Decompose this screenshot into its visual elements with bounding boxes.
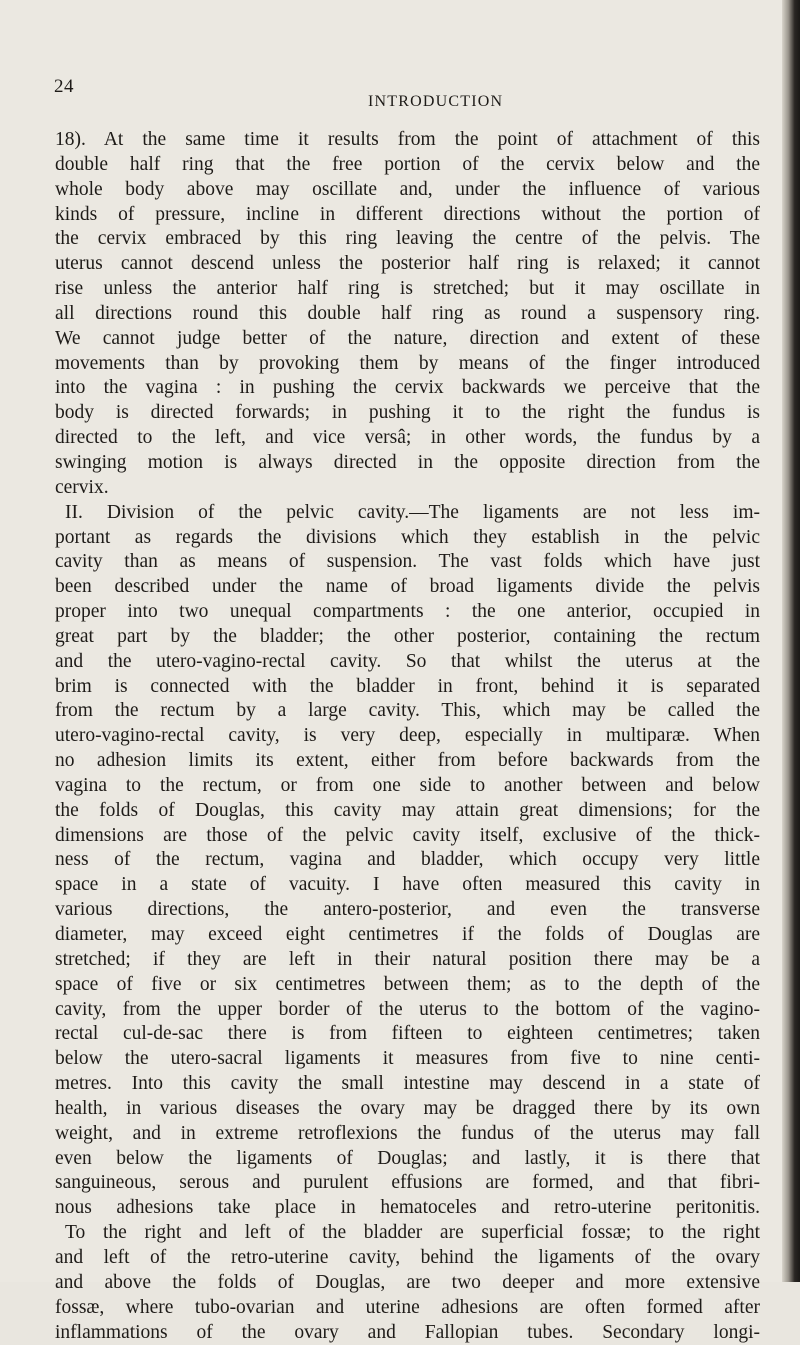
text-line: been described under the name of broad ligaments divide the pelvis [55, 575, 760, 600]
text-line: II. Division of the pelvic cavity.—The ligaments are not less im- [55, 501, 760, 526]
text-line: various directions, the antero-posterior, and even the transverse [55, 898, 760, 923]
text-line: stretched; if they are left in their natural position there may be a [55, 948, 760, 973]
text-line: kinds of pressure, incline in different directions without the portion of [55, 203, 760, 228]
text-line: cavity, from the upper border of the uterus to the bottom of the vagino- [55, 998, 760, 1023]
text-line: and left of the retro-uterine cavity, behind the ligaments of the ovary [55, 1246, 760, 1271]
text-line: dimensions are those of the pelvic cavity itself, exclusive of the thick- [55, 824, 760, 849]
text-line: We cannot judge better of the nature, direction and extent of these [55, 327, 760, 352]
text-line: nous adhesions take place in hematoceles and retro-uterine peritonitis. [55, 1196, 760, 1221]
text-line: metres. Into this cavity the small intestine may descend in a state of [55, 1072, 760, 1097]
text-line: swinging motion is always directed in the opposite direction from the [55, 451, 760, 476]
text-line: the folds of Douglas, this cavity may attain great dimensions; for the [55, 799, 760, 824]
text-line: from the rectum by a large cavity. This, which may be called the [55, 699, 760, 724]
text-line: proper into two unequal compartments : the one anterior, occupied in [55, 600, 760, 625]
text-line: below the utero-sacral ligaments it measures from five to nine centi- [55, 1047, 760, 1072]
text-line: rise unless the anterior half ring is stretched; but it may oscillate in [55, 277, 760, 302]
text-line: the cervix embraced by this ring leaving the centre of the pelvis. The [55, 227, 760, 252]
text-line: vagina to the rectum, or from one side to another between and below [55, 774, 760, 799]
text-line: diameter, may exceed eight centimetres if the folds of Douglas are [55, 923, 760, 948]
page-edge [782, 0, 800, 1282]
text-line: directed to the left, and vice versâ; in other words, the fundus by a [55, 426, 760, 451]
text-line: inflammations of the ovary and Fallopian tubes. Secondary longi- [55, 1321, 760, 1345]
text-line: and the utero-vagino-rectal cavity. So that whilst the uterus at the [55, 650, 760, 675]
text-line: uterus cannot descend unless the posterior half ring is relaxed; it cannot [55, 252, 760, 277]
text-line: all directions round this double half ring as round a suspensory ring. [55, 302, 760, 327]
text-line: cavity than as means of suspension. The vast folds which have just [55, 550, 760, 575]
text-line: fossæ, where tubo-ovarian and uterine adhesions are often formed after [55, 1296, 760, 1321]
text-line: movements than by provoking them by means of the finger introduced [55, 352, 760, 377]
running-head: INTRODUCTION [368, 93, 503, 111]
body-text [55, 128, 760, 1345]
text-line: even below the ligaments of Douglas; and lastly, it is there that [55, 1147, 760, 1172]
text-line: ness of the rectum, vagina and bladder, which occupy very little [55, 848, 760, 873]
page-number: 24 [54, 76, 74, 98]
text-line: utero-vagino-rectal cavity, is very deep, especially in multiparæ. When [55, 724, 760, 749]
text-line: portant as regards the divisions which they establish in the pelvic [55, 526, 760, 551]
text-line: space in a state of vacuity. I have often measured this cavity in [55, 873, 760, 898]
text-line: no adhesion limits its extent, either from before backwards from the [55, 749, 760, 774]
text-line: brim is connected with the bladder in front, behind it is separated [55, 675, 760, 700]
text-line: whole body above may oscillate and, under the influence of various [55, 178, 760, 203]
text-line: cervix. [55, 476, 760, 501]
text-line: into the vagina : in pushing the cervix backwards we perceive that the [55, 376, 760, 401]
text-line: space of five or six centimetres between them; as to the depth of the [55, 973, 760, 998]
text-line: To the right and left of the bladder are superficial fossæ; to the right [55, 1221, 760, 1246]
text-line: sanguineous, serous and purulent effusions are formed, and that fibri- [55, 1171, 760, 1196]
text-line: 18). At the same time it results from the point of attachment of this [55, 128, 760, 153]
text-line: great part by the bladder; the other posterior, containing the rectum [55, 625, 760, 650]
text-line: health, in various diseases the ovary may be dragged there by its own [55, 1097, 760, 1122]
text-line: body is directed forwards; in pushing it to the right the fundus is [55, 401, 760, 426]
text-line: rectal cul-de-sac there is from fifteen to eighteen centimetres; taken [55, 1022, 760, 1047]
text-line: weight, and in extreme retroflexions the fundus of the uterus may fall [55, 1122, 760, 1147]
text-line: double half ring that the free portion of the cervix below and the [55, 153, 760, 178]
text-line: and above the folds of Douglas, are two deeper and more extensive [55, 1271, 760, 1296]
